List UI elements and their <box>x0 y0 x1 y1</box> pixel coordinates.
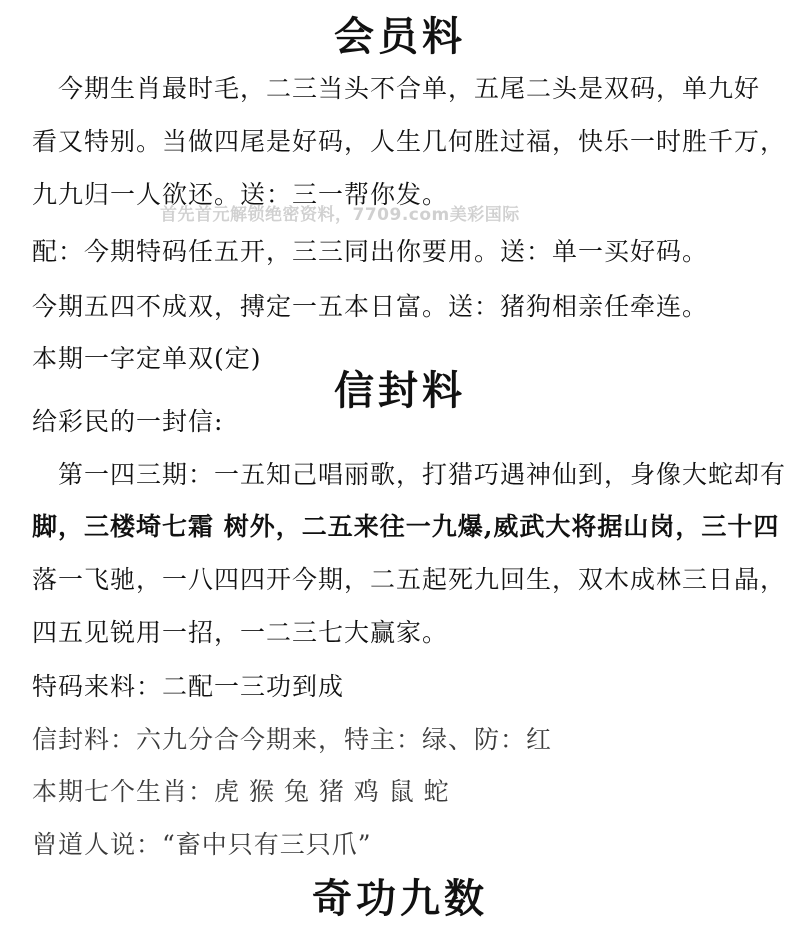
member-line-1: 今期生肖最时毛，二三当头不合单，五尾二头是双码，单九好 <box>58 74 761 103</box>
letter-faded-line-3: 曾道人说：“畜中只有三只爪” <box>32 830 372 859</box>
letter-faded-line-1: 信封料：六九分合今期来，特主：绿、防：红 <box>32 725 553 754</box>
letter-greeting: 给彩民的一封信: <box>32 407 224 436</box>
qigong-section-title: 奇功九数 <box>312 876 488 922</box>
member-line-2: 看又特别。当做四尾是好码，人生几何胜过福，快乐一时胜千万， <box>32 127 787 156</box>
member-line-3: 九九归一人欲还。送：三一帮你发。 <box>32 180 449 209</box>
member-line-4: 配：今期特码任五开，三三同出你要用。送：单一买好码。 <box>32 237 709 266</box>
letter-line-4: 四五见锐用一招，一二三七大赢家。 <box>32 618 449 647</box>
member-section-title: 会员料 <box>334 14 466 60</box>
letter-section-title: 信封料 <box>334 368 466 414</box>
member-line-5: 今期五四不成双，搏定一五本日富。送：猪狗相亲任牵连。 <box>32 292 709 321</box>
watermark-text: 首先首元解锁绝密资料，7709.com美彩国际 <box>160 205 520 225</box>
member-line-6: 本期一字定单双(定) <box>32 344 262 373</box>
letter-line-3: 落一飞驰，一八四四开今期，二五起死九回生，双木成林三日晶， <box>32 565 787 594</box>
letter-special-code: 特码来料：二配一三功到成 <box>32 672 345 701</box>
letter-line-1: 第一四三期：一五知己唱丽歌，打猎巧遇神仙到，身像大蛇却有 <box>58 460 787 489</box>
letter-faded-line-2: 本期七个生肖：虎 猴 兔 猪 鸡 鼠 蛇 <box>32 777 450 806</box>
letter-line-2: 脚，三楼埼七霜 树外，二五来往一九爆,威武大将据山岗，三十四 <box>32 512 780 541</box>
